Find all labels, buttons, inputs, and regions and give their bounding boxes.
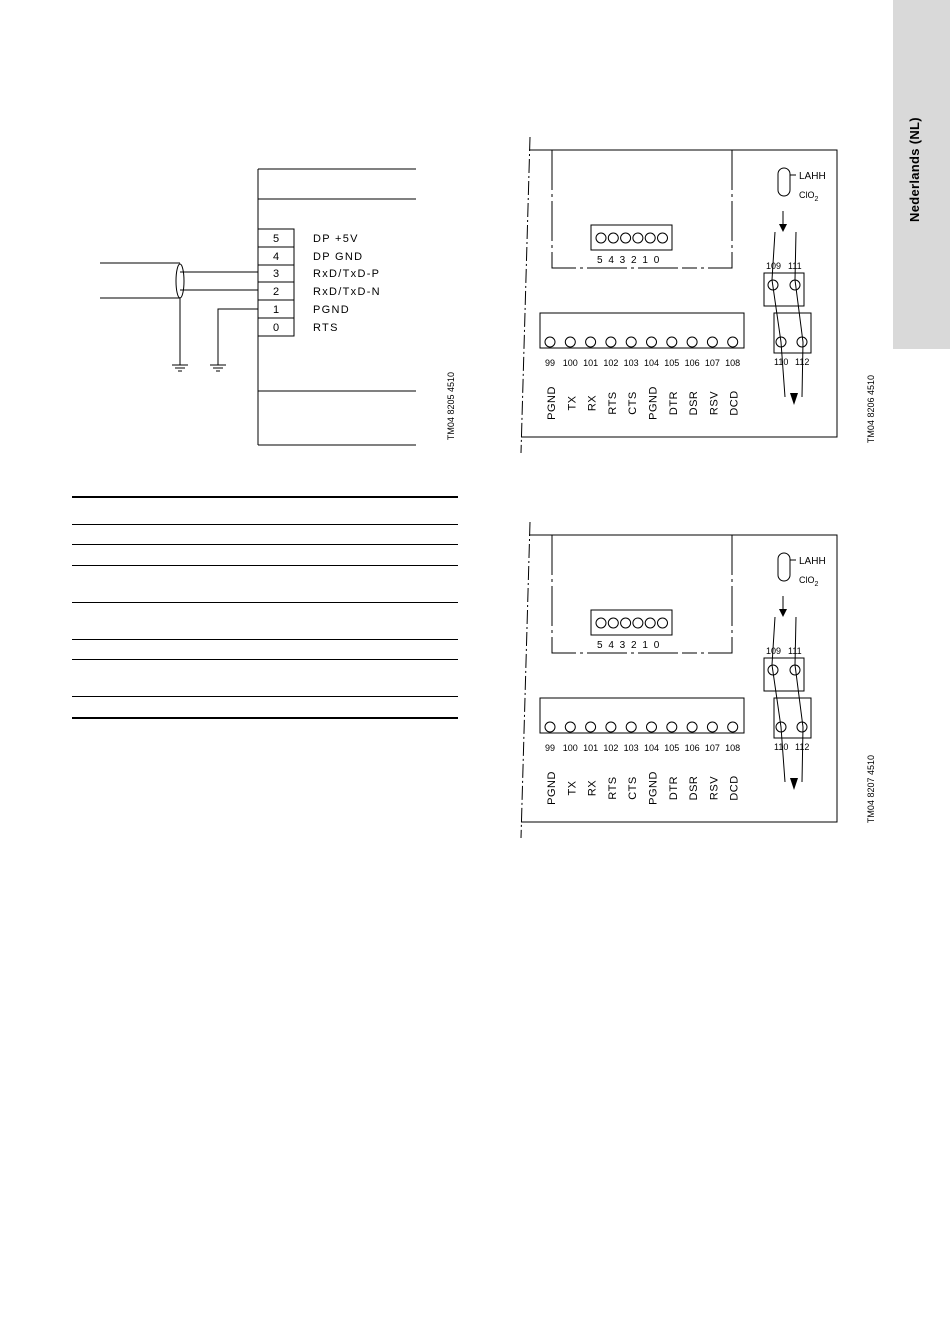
terminal-signal: RX [586, 779, 599, 797]
terminal-signal: DCD [728, 390, 741, 416]
language-tab [893, 0, 950, 349]
connector-label: 5 4 3 2 1 0 [597, 255, 661, 266]
terminal-signal: DSR [688, 390, 701, 416]
connector-pin [608, 233, 618, 243]
terminal-number: 101 [583, 358, 599, 368]
relay-number: 109 [766, 646, 782, 656]
terminal-signal: TX [566, 395, 579, 411]
connector-pin [645, 233, 655, 243]
figure-code: TM04 8206 4510 [866, 375, 876, 444]
relay-screw [797, 337, 807, 347]
sensor-label: ClO$_2$ [799, 575, 819, 588]
pin-number: 0 [272, 322, 280, 334]
terminal-number: 102 [603, 743, 619, 753]
terminal-number: 104 [643, 358, 660, 368]
connector-pin [633, 233, 643, 243]
terminal-board-diagram-1 [515, 135, 845, 455]
terminal-number: 103 [623, 743, 639, 753]
board-edge [521, 137, 530, 453]
terminal-screw [545, 337, 555, 347]
terminal-screw [586, 337, 596, 347]
level-sensor [778, 553, 790, 581]
terminal-signal: CTS [627, 776, 640, 800]
terminal-number: 101 [583, 743, 599, 753]
terminal-signal: PGND [546, 386, 558, 420]
terminal-screw [606, 337, 616, 347]
relay-number: 110 [774, 742, 789, 752]
enclosure-right [685, 535, 732, 653]
relay-number: 111 [788, 261, 802, 271]
pin-signal: RxD/TxD-P [313, 268, 381, 280]
terminal-signal: RTS [606, 391, 619, 415]
connector-pin [621, 233, 631, 243]
terminal-screw [728, 337, 738, 347]
terminal-signal: CTS [627, 391, 640, 415]
terminal-screw [545, 722, 555, 732]
connector-pin [658, 618, 668, 628]
terminal-signal: DTR [667, 390, 680, 416]
terminal-number: 103 [623, 358, 639, 368]
terminal-signal: DCD [728, 775, 741, 801]
language-tab-label: Nederlands (NL) [907, 117, 922, 223]
terminal-screw [728, 722, 738, 732]
terminal-number: 108 [725, 358, 741, 368]
terminal-screw [626, 722, 636, 732]
terminal-strip [540, 313, 744, 348]
pin-wiring-diagram [90, 160, 430, 460]
level-sensor [778, 168, 790, 196]
terminal-number: 108 [725, 743, 741, 753]
terminal-screw [565, 337, 575, 347]
terminal-screw [687, 722, 697, 732]
terminal-number: 106 [684, 358, 700, 368]
sensor-label: LAHH [799, 171, 826, 182]
terminal-number: 100 [562, 358, 578, 368]
six-pin-connector [591, 225, 672, 250]
terminal-signal: RTS [606, 776, 619, 800]
terminal-signal: PGND [647, 386, 660, 420]
connector-pin [608, 618, 618, 628]
pin-number: 1 [272, 304, 280, 316]
pin-number: 4 [272, 251, 280, 263]
output-arrow-head [790, 778, 798, 790]
terminal-screw [687, 337, 697, 347]
terminal-screw [667, 337, 677, 347]
connector-label: 5 4 3 2 1 0 [597, 640, 661, 651]
connector-pin [596, 233, 606, 243]
terminal-screw [647, 722, 657, 732]
terminal-screw [626, 337, 636, 347]
terminal-number: 104 [643, 743, 660, 753]
terminal-screw [667, 722, 677, 732]
terminal-number: 106 [684, 743, 700, 753]
jumper-wire [795, 617, 803, 782]
terminal-signal: PGND [546, 771, 558, 805]
terminal-signal: TX [566, 780, 579, 796]
terminal-screw [707, 337, 717, 347]
figure-code: TM04 8207 4510 [866, 755, 876, 824]
sensor-label: ClO$_2$ [799, 190, 819, 203]
terminal-strip [540, 698, 744, 733]
output-arrow-head [790, 393, 798, 405]
pin-signal: RxD/TxD-N [313, 286, 381, 298]
relay-screw [797, 722, 807, 732]
terminal-screw [707, 722, 717, 732]
enclosure-right [685, 150, 732, 268]
relay-number: 111 [788, 646, 802, 656]
relay-number: 110 [774, 357, 789, 367]
terminal-signal: RX [586, 394, 599, 412]
pin-number: 2 [272, 286, 280, 298]
six-pin-connector [591, 610, 672, 635]
terminal-board-diagram-2 [515, 520, 845, 840]
terminal-screw [606, 722, 616, 732]
connector-pin [658, 233, 668, 243]
relay-number: 112 [795, 742, 810, 752]
relay-number: 109 [766, 261, 782, 271]
terminal-signal: RSV [708, 390, 721, 416]
terminal-screw [565, 722, 575, 732]
figure-code: TM04 8205 4510 [446, 372, 456, 441]
pin-number: 5 [272, 233, 280, 245]
terminal-number: 107 [704, 358, 720, 368]
terminal-signal: PGND [647, 771, 660, 805]
terminal-number: 99 [544, 743, 556, 753]
connector-pin [596, 618, 606, 628]
pin-signal: PGND [313, 304, 350, 316]
input-arrow-head [779, 609, 787, 617]
terminal-screw [586, 722, 596, 732]
terminal-number: 105 [664, 358, 680, 368]
pin-number: 3 [272, 268, 280, 280]
terminal-number: 100 [562, 743, 578, 753]
terminal-screw [647, 337, 657, 347]
sensor-label: LAHH [799, 556, 826, 567]
terminal-number: 107 [704, 743, 720, 753]
relay-number: 112 [795, 357, 810, 367]
jumper-wire [795, 232, 803, 397]
pin-signal: DP +5V [313, 233, 359, 245]
connector-pin [633, 618, 643, 628]
pin-signal: RTS [313, 322, 339, 334]
terminal-signal: DSR [688, 775, 701, 801]
board-edge [521, 522, 530, 838]
pin-signal: DP GND [313, 251, 364, 263]
connector-pin [645, 618, 655, 628]
terminal-signal: RSV [708, 775, 721, 801]
terminal-number: 105 [664, 743, 680, 753]
terminal-signal: DTR [667, 775, 680, 801]
terminal-number: 102 [603, 358, 619, 368]
connector-pin [621, 618, 631, 628]
terminal-number: 99 [544, 358, 556, 368]
input-arrow-head [779, 224, 787, 232]
